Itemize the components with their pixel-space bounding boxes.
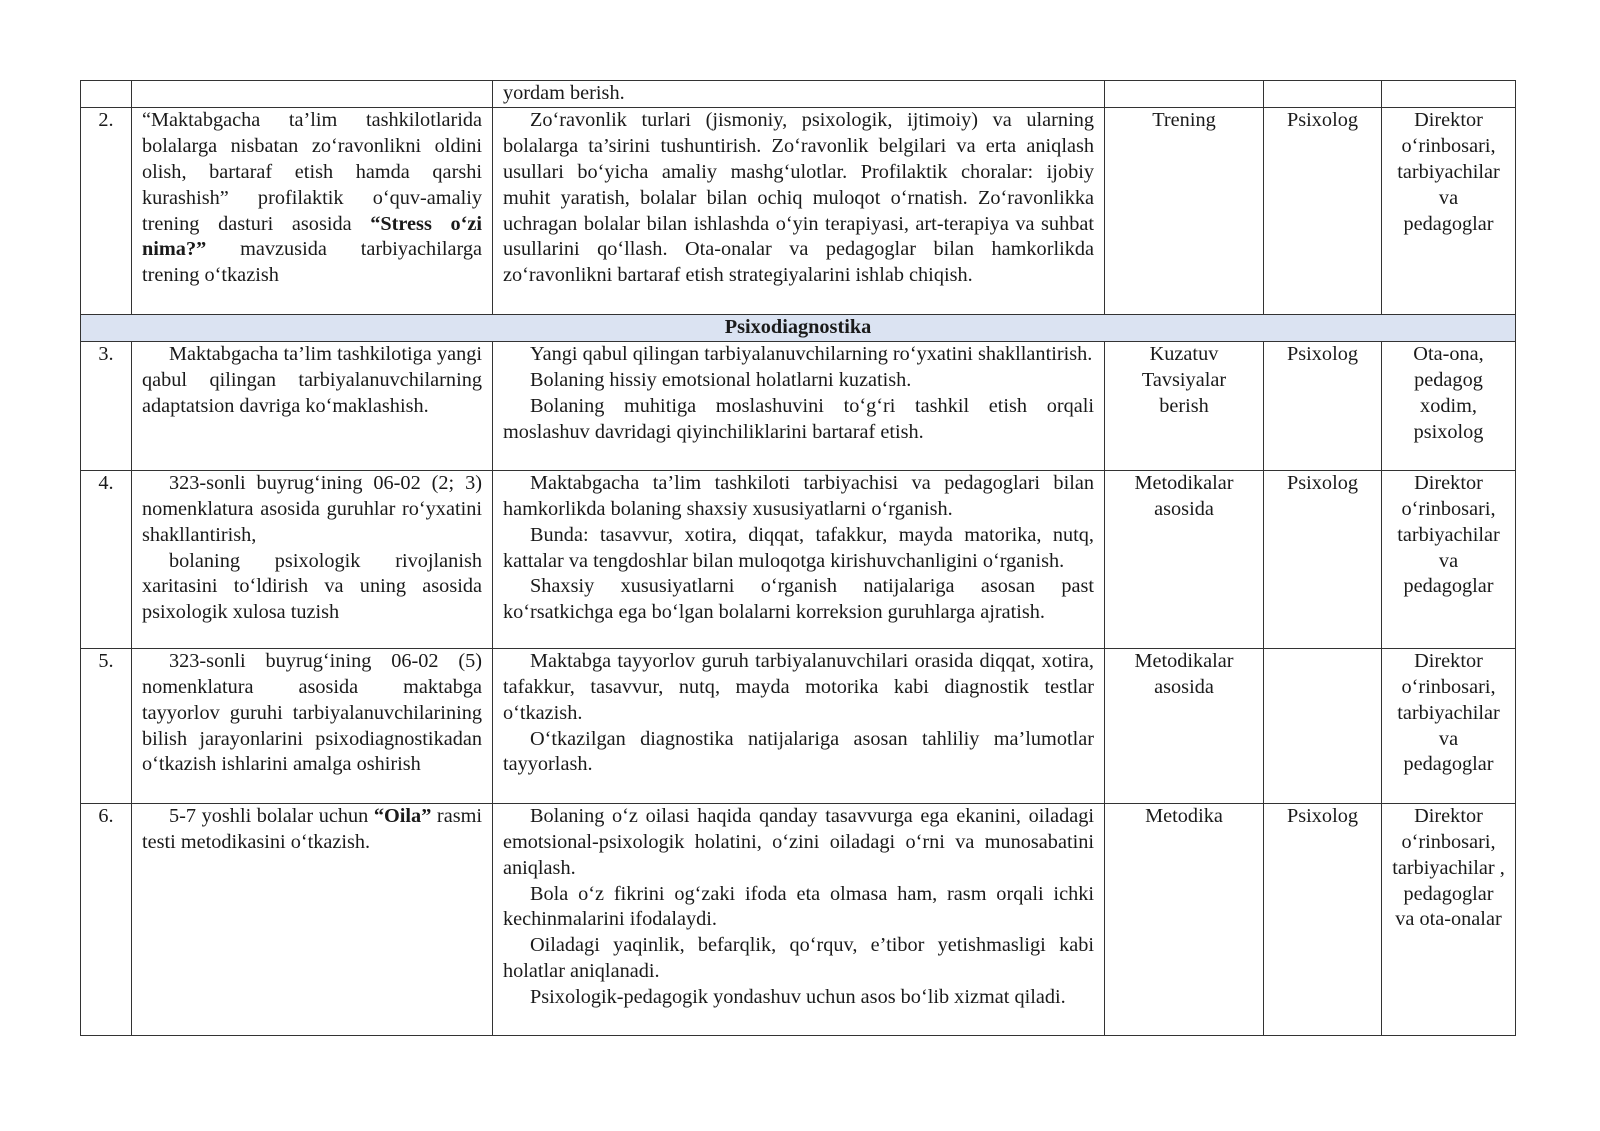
content-cell bbox=[493, 107, 1105, 314]
row-number: 6. bbox=[81, 803, 132, 1035]
table-row bbox=[81, 341, 1516, 470]
table-row bbox=[81, 107, 1516, 314]
form-cell bbox=[1105, 81, 1264, 108]
form-cell: Kuzatuv Tavsiyalar berish bbox=[1105, 341, 1264, 470]
content-paragraph: Bunda: tasavvur, xotira, diqqat, tafakkur, mayda matorika, nutq, kattalar va tengdoshlar bilan muloqotga kirishuvchanligini o‘rganish. bbox=[503, 523, 1094, 572]
row-number: 5. bbox=[81, 648, 132, 803]
topic-cell bbox=[132, 803, 493, 1035]
topic-cell: Maktabgacha ta’lim tashkilotiga yangi qabul qilingan tarbiyalanuvchilarning adaptatsion davriga ko‘maklashish. bbox=[132, 341, 493, 470]
form-cell: Metodika bbox=[1105, 803, 1264, 1035]
participants-cell: Direktor o‘rinbosari, tarbiyachilar va pedagoglar bbox=[1382, 107, 1516, 314]
content-paragraph: Bolaning hissiy emotsional holatlarni kuzatish. bbox=[530, 368, 912, 391]
topic-cell bbox=[132, 470, 493, 648]
topic-text: 5-7 yoshli bolalar uchun bbox=[169, 804, 374, 827]
table-row bbox=[81, 803, 1516, 1035]
responsible-cell: Psixolog bbox=[1264, 341, 1382, 470]
content-paragraph: Psixologik-pedagogik yondashuv uchun asos bo‘lib xizmat qiladi. bbox=[530, 986, 1066, 1009]
responsible-cell: Psixolog bbox=[1264, 803, 1382, 1035]
content-cell bbox=[493, 470, 1105, 648]
row-number bbox=[81, 81, 132, 108]
table-row bbox=[81, 81, 1516, 108]
topic-cell bbox=[132, 107, 493, 314]
responsible-cell: Psixolog bbox=[1264, 470, 1382, 648]
section-header-row bbox=[81, 314, 1516, 341]
participants-cell: Ota-ona, pedagog xodim, psixolog bbox=[1382, 341, 1516, 470]
responsible-cell bbox=[1264, 648, 1382, 803]
content-cell bbox=[493, 803, 1105, 1035]
responsible-cell: Psixolog bbox=[1264, 107, 1382, 314]
content-paragraph: Bolaning o‘z oilasi haqida qanday tasavvurga ega ekanini, oiladagi emotsional-psixologik holatini, o‘zini oiladagi o‘rni va munosabatini aniqlash. bbox=[503, 804, 1094, 879]
table-row bbox=[81, 470, 1516, 648]
form-cell: Metodikalar asosida bbox=[1105, 648, 1264, 803]
content-paragraph: Bola o‘z fikrini og‘zaki ifoda eta olmasa ham, rasm orqali ichki kechinmalarini ifodalaydi. bbox=[503, 882, 1094, 931]
topic-title-bold: “Oila” bbox=[373, 804, 432, 827]
participants-cell: Direktor o‘rinbosari, tarbiyachilar , pedagoglar va ota-onalar bbox=[1382, 803, 1516, 1035]
row-number: 4. bbox=[81, 470, 132, 648]
row-number: 2. bbox=[81, 107, 132, 314]
row-number: 3. bbox=[81, 341, 132, 470]
content-cell bbox=[493, 648, 1105, 803]
topic-paragraph: 323-sonli buyrug‘ining 06-02 (2; 3) nomenklatura asosida guruhlar ro‘yxatini shakllantirish, bbox=[142, 471, 482, 546]
content-paragraph: Shaxsiy xususiyatlarni o‘rganish natijalariga asosan past ko‘rsatkichga ega bo‘lgan bolalarni korreksion guruhlarga ajratish. bbox=[503, 575, 1094, 624]
topic-text: mavzusida tarbiyachilarga trening o‘tkazish bbox=[142, 238, 482, 287]
section-title: Psixodiagnostika bbox=[81, 314, 1516, 341]
responsible-cell bbox=[1264, 81, 1382, 108]
form-cell: Trening bbox=[1105, 107, 1264, 314]
content-paragraph: Maktabga tayyorlov guruh tarbiyalanuvchilari orasida diqqat, xotira, tafakkur, tasavvur, nutq, mayda motorika kabi diagnostik testlar o‘tkazish. bbox=[503, 649, 1094, 724]
content-paragraph: Zo‘ravonlik turlari (jismoniy, psixologik, ijtimoiy) va ularning bolalarga ta’sirini tushuntirish. Zo‘ravonlik belgilari va erta aniqlash usullari bo‘yicha amaliy mashg‘ulotlar. Profilaktik choralar: ijobiy muhit yaratish, bolalar bilan ochiq muloqot o‘rnatish. Zo‘ravonlikka uchragan bolalar bilan ishlashda o‘yin terapiyasi, art-terapiya va suhbat usullarini qo‘llash. Ota-onalar va pedagoglar bilan hamkorlikda zo‘ravonlikni bartaraf etish strategiyalarini ishlab chiqish. bbox=[503, 108, 1094, 287]
topic-cell: 323-sonli buyrug‘ining 06-02 (5) nomenklatura asosida maktabga tayyorlov guruhi tarbiyalanuvchilarining bilish jarayonlarini psixodiagnostikadan o‘tkazish ishlarini amalga oshirish bbox=[132, 648, 493, 803]
topic-text: rasmi testi metodikasini o‘tkazish. bbox=[142, 804, 482, 853]
participants-cell bbox=[1382, 81, 1516, 108]
topic-text: “Maktabgacha ta’lim tashkilotlarida bolalarga nisbatan zo‘ravonlikni oldini olish, bartaraf etish hamda qarshi kurashish” profilaktik o‘quv-amaliy trening dasturi asosida bbox=[142, 108, 482, 235]
form-cell: Metodikalar asosida bbox=[1105, 470, 1264, 648]
content-cell bbox=[493, 81, 1105, 108]
content-paragraph: Yangi qabul qilingan tarbiyalanuvchilarning ro‘yxatini shakllantirish. bbox=[530, 342, 1093, 365]
content-paragraph: yordam berish. bbox=[503, 82, 625, 104]
content-paragraph: Bolaning muhitiga moslashuvini to‘g‘ri tashkil etish orqali moslashuv davridagi qiyinchiliklarini bartaraf etish. bbox=[503, 394, 1094, 443]
content-paragraph: O‘tkazilgan diagnostika natijalariga asosan tahliliy ma’lumotlar tayyorlash. bbox=[503, 727, 1094, 776]
content-cell bbox=[493, 341, 1105, 470]
participants-cell: Direktor o‘rinbosari, tarbiyachilar va pedagoglar bbox=[1382, 648, 1516, 803]
content-paragraph: Maktabgacha ta’lim tashkiloti tarbiyachisi va pedagoglari bilan hamkorlikda bolaning shaxsiy xususiyatlarni o‘rganish. bbox=[503, 471, 1094, 520]
content-paragraph: Oiladagi yaqinlik, befarqlik, qo‘rquv, e’tibor yetishmasligi kabi holatlar aniqlanadi. bbox=[503, 934, 1094, 983]
topic-cell bbox=[132, 81, 493, 108]
participants-cell: Direktor o‘rinbosari, tarbiyachilar va pedagoglar bbox=[1382, 470, 1516, 648]
table-row bbox=[81, 648, 1516, 803]
work-plan-table bbox=[80, 80, 1516, 1036]
topic-title-bold: “Stress o‘zi nima?” bbox=[142, 212, 483, 261]
topic-paragraph: bolaning psixologik rivojlanish xaritasini to‘ldirish va uning asosida psixologik xulosa tuzish bbox=[142, 549, 482, 624]
